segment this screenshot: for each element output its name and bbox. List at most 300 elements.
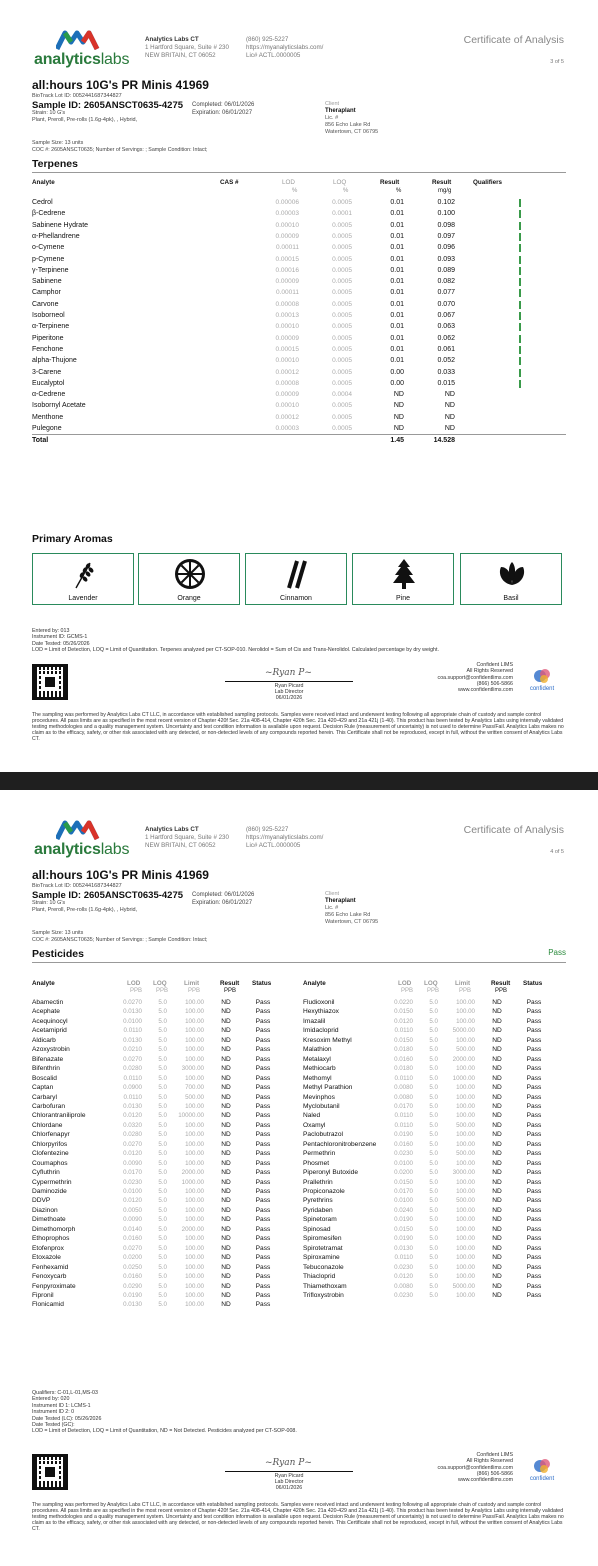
lims-name: Confident LIMS (476, 662, 513, 668)
result-value: ND (492, 1244, 502, 1252)
result-mg: 0.089 (437, 266, 455, 274)
total-pct: 1.45 (390, 437, 404, 445)
pesticide-row (32, 1102, 294, 1111)
pesticide-row (303, 1282, 565, 1291)
limit-value: 100.00 (456, 1112, 475, 1120)
terpene-row (32, 254, 566, 265)
result-value: ND (492, 1216, 502, 1224)
result-mg: ND (444, 402, 455, 410)
analyte-name: 3-Carene (32, 368, 62, 376)
status-value: Pass (255, 1093, 271, 1101)
loq-value: 5.0 (158, 1216, 167, 1224)
lod-value: 0.0080 (394, 1084, 413, 1092)
limit-value: 100.00 (185, 1263, 204, 1271)
loq-value: 5.0 (429, 1282, 438, 1290)
status-value: Pass (526, 1244, 542, 1252)
result-value: ND (492, 1046, 502, 1054)
product-type: Plant, Preroll, Pre-rolls (1.6g-4pk), , Hybrid, (32, 117, 138, 123)
qualifier-bar (519, 210, 521, 218)
signer-title: Lab Director (274, 1479, 304, 1485)
lab-logo (34, 30, 138, 69)
result-mg: 0.052 (437, 357, 455, 365)
lims-url[interactable]: www.confidentlims.com (457, 687, 513, 694)
pesticide-row (303, 1149, 565, 1158)
result-mg: 0.015 (437, 379, 455, 387)
result-pct: ND (393, 425, 404, 432)
status-value: Pass (255, 1244, 271, 1252)
lod-value: 0.0230 (394, 1291, 413, 1299)
sample-id: Sample ID: 2605ANSCT0635-4275 (32, 890, 184, 901)
lod-value: 0.0190 (123, 1291, 142, 1299)
lod-value: 0.00010 (275, 221, 299, 229)
result-value: ND (221, 1008, 231, 1016)
analyte-name: Fipronil (32, 1291, 54, 1299)
lod-value: 0.0150 (394, 1178, 413, 1186)
limit-value: 100.00 (185, 1027, 204, 1035)
client-name: Theraplant (325, 108, 356, 114)
aroma-orange (138, 553, 240, 605)
limit-value: 100.00 (456, 1084, 475, 1092)
qualifier-bar (519, 199, 521, 207)
doc-title: Certificate of Analysis (463, 34, 564, 46)
loq-value: 5.0 (429, 1131, 438, 1139)
analyte-name: Cyfluthrin (32, 1169, 60, 1177)
col-loq: LOQ (424, 980, 438, 987)
lod-value: 0.0270 (123, 1244, 142, 1252)
status-value: Pass (526, 1206, 542, 1214)
qualifier-bar (519, 244, 521, 252)
lod-value: 0.0110 (123, 1027, 142, 1035)
analyte-name: Imidacloprid (303, 1027, 339, 1035)
analyte-name: Naled (303, 1112, 321, 1120)
loq-value: 0.0005 (332, 255, 352, 263)
status-value: Pass (526, 1112, 542, 1120)
lab-url[interactable]: https://myanalyticslabs.com/ (246, 44, 324, 51)
pesticide-row (303, 1055, 565, 1064)
result-mg: ND (444, 425, 455, 432)
logo-text-bold: analytics (34, 51, 101, 68)
analyte-name: Fludioxonil (303, 999, 335, 1006)
pesticide-row (303, 1178, 565, 1187)
analyte-name: Cedrol (32, 199, 53, 206)
result-pct: 0.01 (390, 312, 404, 319)
pesticide-row (32, 1215, 294, 1224)
pesticide-row (32, 1007, 294, 1016)
pesticide-row (303, 1215, 565, 1224)
col-analyte: Analyte (32, 980, 55, 987)
signature-block (225, 1471, 353, 1491)
biotrack-lot: BioTrack Lot ID: 0052441687344827 (32, 883, 122, 889)
client-info (325, 891, 378, 926)
lod-value: 0.00015 (275, 255, 299, 263)
lod-value: 0.0280 (123, 1131, 142, 1139)
loq-value: 5.0 (158, 1273, 167, 1281)
lab-url[interactable]: https://myanalyticslabs.com/ (246, 834, 324, 841)
limit-value: 500.00 (456, 1046, 475, 1054)
analyte-name: Carbaryl (32, 1093, 57, 1101)
result-value: ND (492, 1206, 502, 1214)
lod-value: 0.0150 (394, 1008, 413, 1016)
sign-date: 06/01/2026 (275, 695, 303, 701)
limit-value: 100.00 (185, 1008, 204, 1016)
aroma-label: Cinnamon (280, 595, 312, 602)
terpene-row (32, 310, 566, 321)
result-value: ND (221, 1197, 231, 1205)
result-pct: 0.01 (390, 244, 404, 252)
loq-value: 5.0 (429, 1112, 438, 1120)
loq-value: 5.0 (158, 1046, 167, 1054)
pesticide-row (32, 1159, 294, 1168)
lod-value: 0.0130 (394, 1244, 413, 1252)
lod-value: 0.0120 (394, 1017, 413, 1025)
aroma-label: Orange (177, 595, 201, 602)
limit-value: 100.00 (185, 1254, 204, 1262)
confident-logo-icon (533, 1458, 551, 1474)
lims-name: Confident LIMS (476, 1452, 513, 1458)
pesticide-row (32, 1282, 294, 1291)
lab-name: Analytics Labs CT (145, 826, 199, 833)
loq-value: 5.0 (429, 1046, 438, 1054)
result-value: ND (492, 1027, 502, 1035)
lod-value: 0.0180 (394, 1065, 413, 1073)
status-value: Pass (255, 1055, 271, 1063)
loq-value: 5.0 (158, 1197, 167, 1205)
loq-value: 5.0 (429, 1169, 438, 1177)
result-value: ND (492, 1084, 502, 1092)
lod-value: 0.0150 (394, 1225, 413, 1233)
pesticide-row (32, 1140, 294, 1149)
client-label: Client (325, 891, 340, 897)
lims-phone: (866) 506-5866 (476, 680, 513, 687)
limit-value: 100.00 (185, 1291, 204, 1299)
unit-r1: % (396, 188, 402, 194)
status-value: Pass (526, 1102, 542, 1110)
status-value: Pass (526, 1027, 542, 1035)
total-label: Total (32, 437, 49, 445)
qualifier-bar (519, 357, 521, 365)
result-value: ND (221, 1055, 231, 1063)
completed-date: Completed: 06/01/2026 (192, 892, 255, 898)
loq-value: 5.0 (158, 1301, 167, 1309)
limit-value: 100.00 (456, 1225, 475, 1233)
lod-value: 0.0100 (394, 1159, 413, 1167)
limit-value: 100.00 (185, 1159, 204, 1167)
sample-id: Sample ID: 2605ANSCT0635-4275 (32, 100, 184, 111)
lod-value: 0.0900 (123, 1084, 142, 1092)
loq-value: 5.0 (429, 1254, 438, 1262)
lod-value: 0.0250 (123, 1263, 142, 1271)
status-value: Pass (526, 1055, 542, 1063)
col-limit: Limit (184, 980, 200, 987)
lims-email[interactable]: coa.support@confidentlims.com (437, 1464, 513, 1471)
pesticide-row (32, 1196, 294, 1205)
lims-rights: All Rights Reserved (466, 668, 513, 675)
analyte-name: Aldicarb (32, 1036, 56, 1044)
limit-value: 100.00 (456, 1206, 475, 1214)
qr-code-icon[interactable] (32, 664, 68, 700)
date-tested-lc: Date Tested (LC): 05/26/2026 (32, 1415, 102, 1422)
result-value: ND (221, 1254, 231, 1262)
limit-value: 100.00 (456, 1244, 475, 1252)
pesticide-row (32, 1206, 294, 1215)
pesticide-row (303, 1244, 565, 1253)
status-value: Pass (526, 1188, 542, 1195)
status-value: Pass (526, 1150, 542, 1158)
col-lod: LOD (282, 179, 295, 186)
col-status: Status (523, 980, 543, 987)
analyte-name: Prallethrin (303, 1178, 333, 1186)
loq-value: 5.0 (429, 1017, 438, 1025)
limit-value: 100.00 (185, 1188, 204, 1195)
status-value: Pass (255, 1150, 271, 1158)
lavender-icon (70, 559, 98, 589)
limit-value: 100.00 (456, 1093, 475, 1101)
limit-value: 2000.00 (181, 1225, 204, 1233)
loq-value: 5.0 (429, 1291, 438, 1299)
analyte-name: Piperonyl Butoxide (303, 1169, 358, 1177)
status-value: Pass (255, 1301, 271, 1309)
lims-info (438, 1452, 513, 1483)
result-mg: 0.070 (437, 300, 455, 308)
result-pct: ND (393, 391, 404, 399)
lod-value: 0.0190 (394, 1235, 413, 1243)
terpene-row (32, 400, 566, 411)
terpene-row (32, 265, 566, 276)
loq-value: 5.0 (429, 1102, 438, 1110)
status-value: Pass (526, 1008, 542, 1016)
status-value: Pass (255, 1282, 271, 1290)
aroma-label: Pine (395, 595, 410, 602)
pesticide-row (303, 1272, 565, 1281)
unit-ppb: PPB (156, 988, 169, 994)
terpene-row (32, 367, 566, 378)
loq-value: 5.0 (158, 1291, 167, 1299)
qr-code-icon[interactable] (32, 1454, 68, 1490)
result-value: ND (221, 1263, 231, 1271)
date-tested: Date Tested: 05/26/2026 (32, 640, 90, 647)
lod-value: 0.0170 (394, 1102, 413, 1110)
unit-ppb: PPB (427, 988, 440, 994)
loq-value: 5.0 (158, 1206, 167, 1214)
status-value: Pass (255, 1084, 271, 1092)
qualifier-bar (519, 289, 521, 297)
lod-value: 0.0160 (394, 1055, 413, 1063)
loq-value: 5.0 (158, 1131, 167, 1139)
pesticide-row (32, 1187, 294, 1196)
strain: Strain: 10 G's (32, 900, 66, 906)
lod-note: LOD = Limit of Detection, LOQ = Limit of Quantitation. Terpenes analyzed per CT-SOP-010. Nerolidol = Sum of Cis and Trans-Nerolidol. Calculated percentage by dry weight. (32, 647, 439, 654)
limit-value: 100.00 (456, 1235, 475, 1243)
terpene-row (32, 344, 566, 355)
lod-value: 0.0200 (394, 1169, 413, 1177)
result-mg: ND (444, 413, 455, 421)
col-loq: LOQ (333, 179, 347, 186)
entered-by: Entered by: 020 (32, 1396, 70, 1403)
loq-value: 5.0 (429, 999, 438, 1006)
lod-value: 0.0130 (123, 1036, 142, 1044)
logo-mark-icon (56, 820, 106, 840)
loq-value: 0.0005 (332, 368, 352, 376)
lod-value: 0.0080 (394, 1093, 413, 1101)
lod-value: 0.0110 (123, 1093, 142, 1101)
pesticide-row (303, 1102, 565, 1111)
terpene-row (32, 276, 566, 287)
loq-value: 5.0 (429, 1206, 438, 1214)
status-value: Pass (526, 1131, 542, 1139)
analyte-name: Spinosad (303, 1225, 331, 1233)
page-number: 3 of 5 (550, 59, 564, 65)
pesticide-row (303, 1026, 565, 1035)
loq-value: 0.0005 (332, 221, 352, 229)
date-tested-gc: Date Tested (GC): (32, 1422, 75, 1429)
lod-value: 0.00008 (275, 300, 299, 308)
analyte-name: Isoborneol (32, 312, 65, 319)
lims-phone: (866) 506-5866 (476, 1470, 513, 1477)
result-value: ND (221, 1112, 231, 1120)
loq-value: 5.0 (429, 1121, 438, 1129)
result-value: ND (492, 1074, 502, 1082)
limit-value: 100.00 (185, 1282, 204, 1290)
signature-block (225, 681, 353, 701)
strain-info (32, 110, 137, 124)
lod-value: 0.0170 (394, 1188, 413, 1195)
loq-value: 5.0 (429, 1197, 438, 1205)
analyte-name: Methomyl (303, 1074, 332, 1082)
aroma-pine (352, 553, 454, 605)
analyte-name: α-Phellandrene (32, 232, 80, 240)
loq-value: 5.0 (429, 1074, 438, 1082)
lod-value: 0.00009 (275, 232, 299, 240)
strain: Strain: 10 G's (32, 110, 66, 116)
lims-rights: All Rights Reserved (466, 1458, 513, 1465)
coc: COC #: 2605ANSCT0635; Number of Servings: ; Sample Condition: Intact; (32, 937, 208, 943)
analyte-name: Pulegone (32, 425, 62, 432)
status-value: Pass (255, 1074, 271, 1082)
status-value: Pass (526, 1065, 542, 1073)
limit-value: 100.00 (185, 1017, 204, 1025)
loq-value: 5.0 (158, 1263, 167, 1271)
limit-value: 5000.00 (452, 1027, 475, 1035)
lod-value: 0.0190 (394, 1131, 413, 1139)
limit-value: 2000.00 (452, 1055, 475, 1063)
analyte-name: Bifenthrin (32, 1065, 60, 1073)
loq-value: 0.0005 (332, 312, 352, 319)
qualifier-bar (519, 335, 521, 343)
loq-value: 0.0005 (332, 357, 352, 365)
result-value: ND (492, 1055, 502, 1063)
result-value: ND (221, 1065, 231, 1073)
loq-value: 5.0 (429, 1273, 438, 1281)
lod-value: 0.0120 (394, 1273, 413, 1281)
lims-url[interactable]: www.confidentlims.com (457, 1477, 513, 1484)
lod-value: 0.0240 (394, 1206, 413, 1214)
result-pct: 0.01 (390, 266, 404, 274)
result-value: ND (492, 1282, 502, 1290)
lod-value: 0.0270 (123, 999, 142, 1006)
terpene-row (32, 299, 566, 310)
loq-value: 5.0 (158, 1159, 167, 1167)
limit-value: 100.00 (185, 1046, 204, 1054)
col-analyte: Analyte (32, 179, 55, 186)
client-addr2: Watertown, CT 06795 (325, 919, 379, 925)
signer-title: Lab Director (274, 689, 304, 695)
status-value: Pass (526, 1282, 542, 1290)
lod-value: 0.0320 (123, 1121, 142, 1129)
loq-value: 0.0005 (332, 266, 352, 274)
logo-text-light: labs (100, 841, 130, 858)
analyte-name: Pyrethrins (303, 1197, 333, 1205)
loq-value: 0.0005 (332, 413, 352, 421)
lod-value: 0.0160 (123, 1273, 142, 1281)
analyte-name: Pentachloronitrobenzene (303, 1140, 377, 1148)
pesticide-row (303, 1291, 565, 1300)
result-value: ND (492, 1273, 502, 1281)
unit-lod: % (292, 188, 298, 194)
expiration-date: Expiration: 06/01/2027 (192, 900, 253, 906)
aroma-basil (460, 553, 562, 605)
lod-value: 0.0090 (123, 1159, 142, 1167)
analyte-name: Acequinocyl (32, 1017, 68, 1025)
loq-value: 5.0 (158, 1036, 167, 1044)
pesticide-row (32, 1036, 294, 1045)
status-value: Pass (255, 1254, 271, 1262)
aroma-label: Lavender (68, 595, 98, 602)
loq-value: 5.0 (429, 1150, 438, 1158)
limit-value: 500.00 (456, 1197, 475, 1205)
result-value: ND (221, 1102, 231, 1110)
pesticide-row (32, 998, 294, 1007)
lab-license: Lic# ACTL.0000005 (246, 842, 301, 849)
analyte-name: Thiamethoxam (303, 1282, 347, 1290)
section-name: Pesticides (32, 948, 84, 960)
lod-value: 0.0230 (123, 1178, 142, 1186)
analyte-name: Chlordane (32, 1121, 63, 1129)
analyte-name: Chlorpyrifos (32, 1140, 68, 1148)
qualifiers: Qualifiers: C-01,L-01,MS-03 (32, 1390, 98, 1396)
analyte-name: Phosmet (303, 1159, 330, 1167)
result-value: ND (492, 1008, 502, 1016)
result-value: ND (221, 1225, 231, 1233)
pesticide-row (32, 1026, 294, 1035)
limit-value: 100.00 (185, 1206, 204, 1214)
qualifier-bar (519, 267, 521, 275)
total-mg: 14.528 (433, 437, 455, 445)
analyte-name: Fenoxycarb (32, 1273, 67, 1281)
analyte-name: Clofentezine (32, 1150, 69, 1158)
lab-phone: (860) 925-5227 (246, 826, 289, 833)
analyte-name: Fenchone (32, 345, 64, 353)
pesticide-row (303, 1140, 565, 1149)
lims-email[interactable]: coa.support@confidentlims.com (437, 674, 513, 681)
loq-value: 5.0 (429, 1027, 438, 1035)
pesticide-row (303, 1196, 565, 1205)
result-value: ND (492, 1017, 502, 1025)
status-value: Pass (526, 1254, 542, 1262)
col-result: Result (220, 980, 240, 987)
status-value: Pass (255, 1027, 271, 1035)
page-pesticides (0, 790, 598, 1566)
pesticide-row (303, 1017, 565, 1026)
result-value: ND (221, 1121, 231, 1129)
result-mg: ND (444, 391, 455, 399)
result-value: ND (221, 1150, 231, 1158)
result-pct: 0.01 (390, 323, 404, 331)
pesticide-row (303, 1045, 565, 1054)
result-value: ND (492, 1197, 502, 1205)
result-mg: 0.067 (437, 312, 455, 319)
loq-value: 0.0005 (332, 379, 352, 387)
status-value: Pass (255, 1235, 271, 1243)
